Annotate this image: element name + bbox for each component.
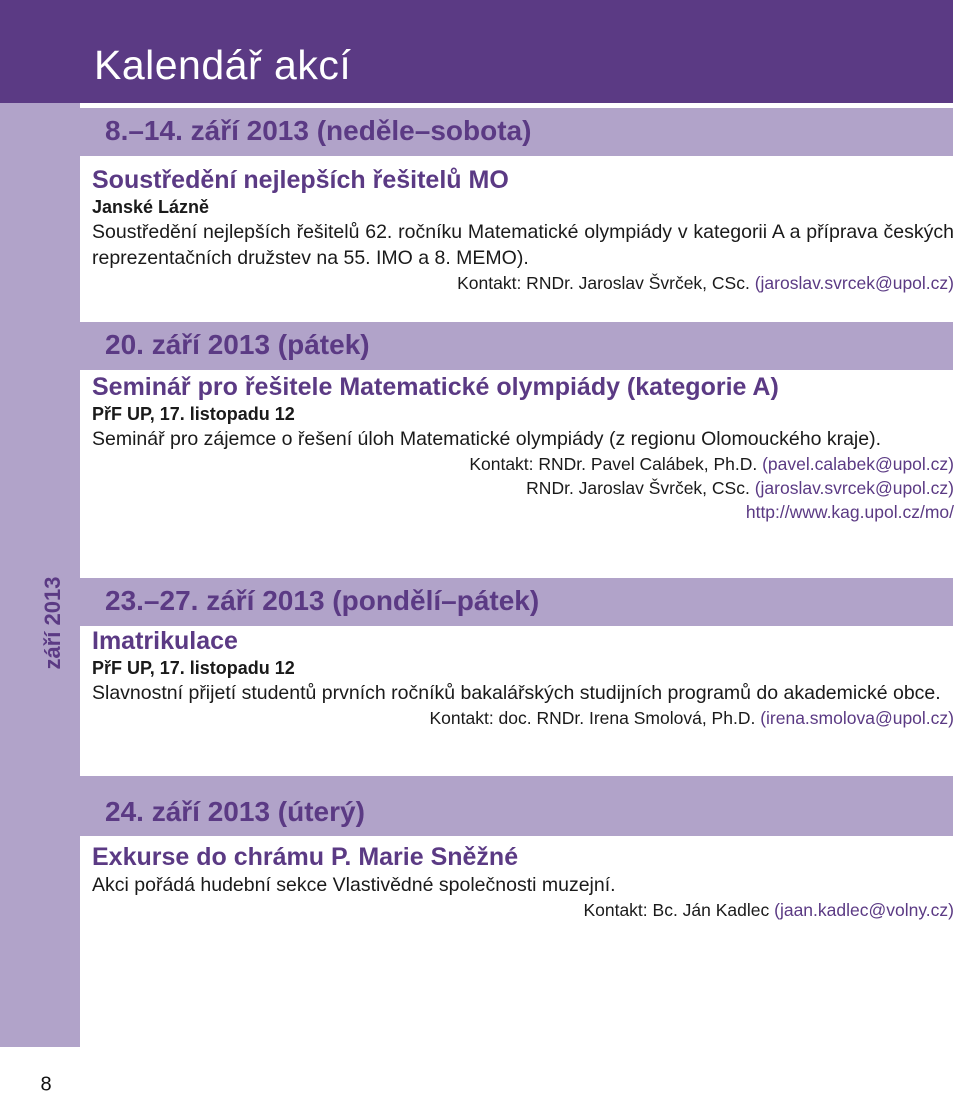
event-place: PřF UP, 17. listopadu 12 [92, 658, 295, 678]
event-description: Soustředění nejlepších řešitelů 62. ročníku Matematické olympiády v kategorii A a příprava českých reprezentačních družstev na 55. IMO a 8. MEMO). [92, 221, 954, 269]
event-place: Janské Lázně [92, 197, 210, 217]
contact-name: Kontakt: Bc. Ján Kadlec [583, 900, 775, 920]
event-description: Slavnostní přijetí studentů prvních ročníků bakalářských studijních programů do akademické obce. [92, 682, 941, 704]
contact-email[interactable]: (jaroslav.svrcek@upol.cz) [754, 273, 954, 293]
side-month-label: září 2013 [40, 576, 65, 670]
event-date: 8.–14. září 2013 (neděle–sobota) [105, 115, 532, 146]
event-date-band [80, 322, 953, 370]
event-description: Akci pořádá hudební sekce Vlastivědné společnosti muzejní. [92, 874, 616, 896]
event-date: 23.–27. září 2013 (pondělí–pátek) [105, 585, 540, 616]
event-block [92, 165, 954, 295]
event-url-link[interactable]: http://www.kag.upol.cz/mo/ [745, 502, 954, 522]
event-title: Imatrikulace [92, 627, 238, 655]
event-url [92, 500, 954, 524]
event-title: Soustředění nejlepších řešitelů MO [92, 166, 509, 194]
page-header [0, 0, 953, 103]
event-contact [92, 898, 954, 922]
event-date: 20. září 2013 (pátek) [105, 329, 370, 360]
event-date: 24. září 2013 (úterý) [105, 796, 365, 827]
contact-name: Kontakt: RNDr. Pavel Calábek, Ph.D. [469, 454, 763, 474]
event-date-band [80, 776, 953, 836]
side-bar [0, 103, 80, 1096]
event-date-band [80, 578, 953, 626]
page-title: Kalendář akcí [94, 42, 352, 88]
contact-name: Kontakt: doc. RNDr. Irena Smolová, Ph.D. [429, 708, 761, 728]
event-date-band [80, 108, 953, 156]
event-description: Seminář pro zájemce o řešení úloh Matematické olympiády (z regionu Olomouckého kraje). [92, 428, 882, 450]
event-contact [92, 271, 954, 295]
event-title: Seminář pro řešitele Matematické olympiády (kategorie A) [92, 373, 779, 401]
event-title: Exkurse do chrámu P. Marie Sněžné [92, 843, 519, 871]
contact-email[interactable]: (jaroslav.svrcek@upol.cz) [754, 478, 954, 498]
page-number: 8 [40, 1073, 52, 1096]
event-place: PřF UP, 17. listopadu 12 [92, 404, 295, 424]
contact-email[interactable]: (jaan.kadlec@volny.cz) [774, 900, 954, 920]
event-contact [92, 452, 954, 476]
event-block [92, 626, 954, 730]
contact-email[interactable]: (pavel.calabek@upol.cz) [762, 454, 954, 474]
contact-name: Kontakt: RNDr. Jaroslav Švrček, CSc. [457, 273, 755, 293]
contact-name: RNDr. Jaroslav Švrček, CSc. [526, 478, 755, 498]
event-contact [92, 476, 954, 500]
event-block [92, 842, 954, 922]
contact-email[interactable]: (irena.smolova@upol.cz) [760, 708, 954, 728]
event-contact [92, 706, 954, 730]
event-block [92, 372, 954, 524]
